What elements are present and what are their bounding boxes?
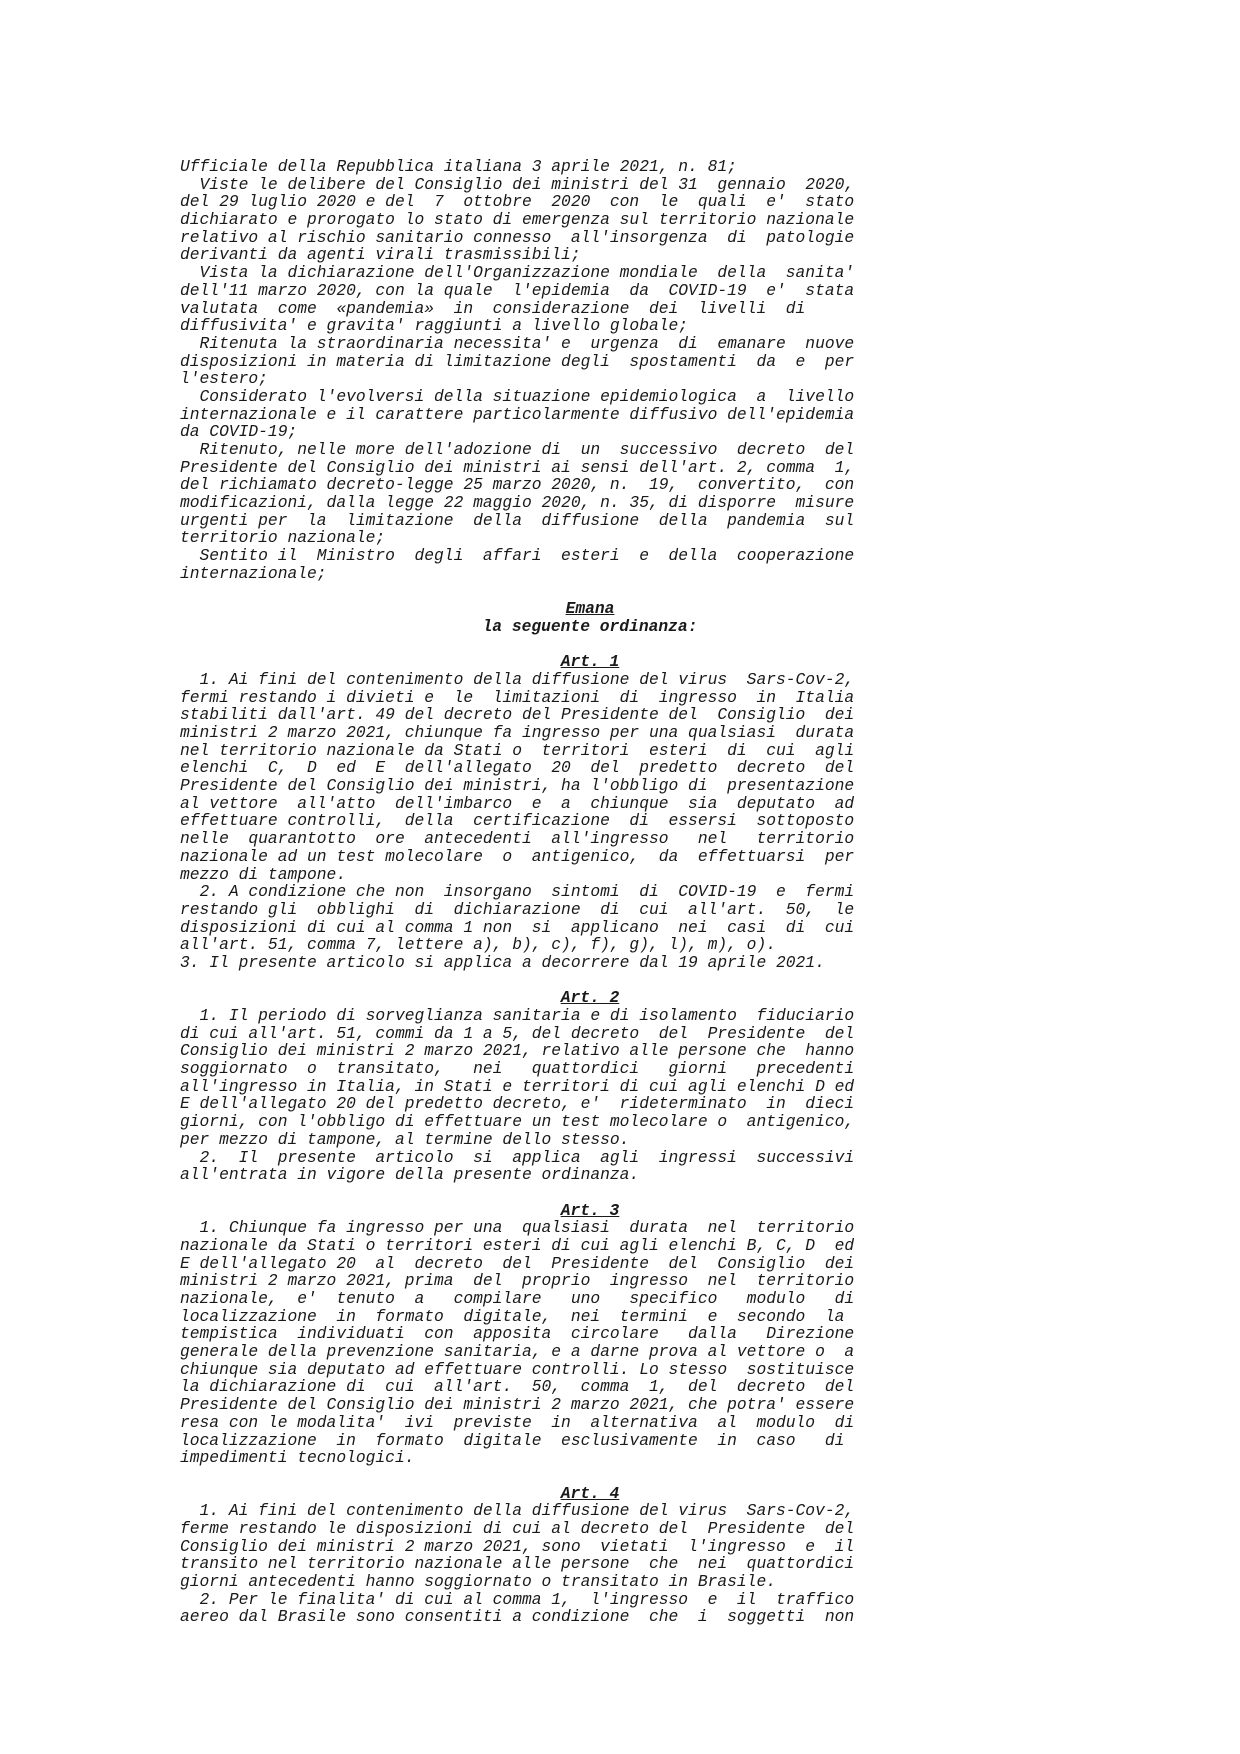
- article-line: fermi restando i divieti e le limitazioni di ingresso in Italia: [180, 687, 855, 707]
- article-title: Art. 3: [560, 1200, 620, 1220]
- document-page: [180, 158, 1000, 1626]
- preamble-line: territorio nazionale;: [180, 528, 386, 548]
- article-line: impedimenti tecnologici.: [180, 1448, 415, 1468]
- spacer: [180, 1184, 1000, 1202]
- article-line: Presidente del Consiglio dei ministri 2 marzo 2021, che potra' essere: [180, 1395, 855, 1415]
- preamble-line: internazionale e il carattere particolarmente diffusivo dell'epidemia: [180, 404, 855, 424]
- article-line: all'ingresso in Italia, in Stati e territori di cui agli elenchi D ed: [180, 1076, 855, 1096]
- preamble-line: Considerato l'evolversi della situazione epidemiologica a livello: [180, 386, 855, 406]
- article-line: generale della prevenzione sanitaria, e a darne prova al vettore o a: [180, 1342, 855, 1362]
- article-line: 1. Il periodo di sorveglianza sanitaria e di isolamento fiduciario: [180, 1006, 855, 1025]
- preamble-line: Presidente del Consiglio dei ministri ai sensi dell'art. 2, comma 1,: [180, 457, 855, 477]
- preamble-line: dichiarato e prorogato lo stato di emergenza sul territorio nazionale: [180, 210, 855, 230]
- preamble-line: disposizioni in materia di limitazione degli spostamenti da e per: [180, 351, 855, 371]
- article-line: all'entrata in vigore della presente ordinanza.: [180, 1165, 640, 1185]
- article-section: [180, 636, 1000, 972]
- preamble: [180, 158, 1000, 583]
- article-line: 1. Ai fini del contenimento della diffusione del virus Sars-Cov-2,: [180, 669, 855, 689]
- preamble-line: dell'11 marzo 2020, con la quale l'epidemia da COVID-19 e' stata: [180, 280, 855, 300]
- article-line: al vettore all'atto dell'imbarco e a chiunque sia deputato ad: [180, 793, 855, 813]
- article-line: 2. A condizione che non insorgano sintomi di COVID-19 e fermi: [180, 882, 855, 902]
- article-line: disposizioni di cui al comma 1 non si applicano nei casi di cui: [180, 917, 855, 937]
- article-line: 2. Il presente articolo si applica agli ingressi successivi: [180, 1147, 855, 1167]
- preamble-line: del richiamato decreto-legge 25 marzo 2020, n. 19, convertito, con: [180, 475, 855, 495]
- article-line: E dell'allegato 20 del predetto decreto, e' rideterminato in dieci: [180, 1094, 855, 1114]
- preamble-line: internazionale;: [180, 563, 327, 583]
- article-line: chiunque sia deputato ad effettuare controlli. Lo stesso sostituisce: [180, 1359, 855, 1379]
- article-line: tempistica individuati con apposita circolare dalla Direzione: [180, 1324, 855, 1344]
- article-section: [180, 1467, 1000, 1626]
- article-line: 2. Per le finalita' di cui al comma 1, l'ingresso e il traffico: [180, 1589, 855, 1609]
- article-line: nelle quarantotto ore antecedenti all'ingresso nel territorio: [180, 829, 855, 849]
- preamble-line: Ritenuta la straordinaria necessita' e urgenza di emanare nuove: [180, 333, 855, 353]
- article-line: la dichiarazione di cui all'art. 50, comma 1, del decreto del: [180, 1377, 855, 1397]
- preamble-line: Ufficiale della Repubblica italiana 3 aprile 2021, n. 81;: [180, 157, 737, 176]
- preamble-line: diffusivita' e gravita' raggiunti a livello globale;: [180, 316, 689, 336]
- article-title: Art. 2: [560, 988, 620, 1008]
- article-line: Consiglio dei ministri 2 marzo 2021, relativo alle persone che hanno: [180, 1041, 855, 1061]
- preamble-line: l'estero;: [180, 369, 268, 389]
- article-line: nazionale, e' tenuto a compilare uno specifico modulo di: [180, 1289, 855, 1308]
- article-line: transito nel territorio nazionale alle persone che nei quattordici: [180, 1554, 855, 1574]
- preamble-line: valutata come «pandemia» in considerazione dei livelli di: [180, 298, 806, 318]
- spacer: [180, 972, 1000, 990]
- article-line: Consiglio dei ministri 2 marzo 2021, sono vietati l'ingresso e il: [180, 1536, 855, 1556]
- article-line: Presidente del Consiglio dei ministri, ha l'obbligo di presentazione: [180, 776, 855, 796]
- preamble-line: Ritenuto, nelle more dell'adozione di un successivo decreto del: [180, 440, 855, 459]
- article-line: 3. Il presente articolo si applica a decorrere dal 19 aprile 2021.: [180, 952, 825, 972]
- article-line: nazionale da Stati o territori esteri di cui agli elenchi B, C, D ed: [180, 1235, 855, 1255]
- preamble-line: modificazioni, dalla legge 22 maggio 2020, n. 35, di disporre misure: [180, 493, 855, 513]
- article-line: soggiornato o transitato, nei quattordici giorni precedenti: [180, 1059, 855, 1079]
- article-title: Art. 1: [560, 652, 620, 672]
- article-section: [180, 972, 1000, 1184]
- article-line: giorni antecedenti hanno soggiornato o transitato in Brasile.: [180, 1572, 776, 1591]
- emana-subtitle: la seguente ordinanza:: [482, 616, 698, 636]
- article-line: per mezzo di tampone, al termine dello stesso.: [180, 1129, 630, 1149]
- emana-title: Emana: [565, 599, 615, 619]
- article-line: nazionale ad un test molecolare o antigenico, da effettuarsi per: [180, 846, 855, 866]
- preamble-line: Viste le delibere del Consiglio dei ministri del 31 gennaio 2020,: [180, 174, 855, 194]
- articles: [180, 636, 1000, 1627]
- spacer: [180, 636, 1000, 654]
- article-line: E dell'allegato 20 al decreto del Presidente del Consiglio dei: [180, 1253, 855, 1273]
- spacer: [180, 583, 1000, 601]
- preamble-line: urgenti per la limitazione della diffusione della pandemia sul: [180, 510, 855, 530]
- spacer: [180, 1467, 1000, 1485]
- article-line: ministri 2 marzo 2021, prima del proprio ingresso nel territorio: [180, 1271, 855, 1291]
- article-line: 1. Ai fini del contenimento della diffusione del virus Sars-Cov-2,: [180, 1501, 855, 1521]
- article-line: effettuare controlli, della certificazione di essersi sottoposto: [180, 811, 855, 831]
- preamble-line: derivanti da agenti virali trasmissibili;: [180, 245, 581, 265]
- article-line: giorni, con l'obbligo di effettuare un test molecolare o antigenico,: [180, 1112, 855, 1132]
- article-line: all'art. 51, comma 7, lettere a), b), c), f), g), l), m), o).: [180, 935, 776, 955]
- preamble-line: del 29 luglio 2020 e del 7 ottobre 2020 con le quali e' stato: [180, 192, 855, 212]
- preamble-line: Vista la dichiarazione dell'Organizzazione mondiale della sanita': [180, 263, 855, 283]
- preamble-line: relativo al rischio sanitario connesso all'insorgenza di patologie: [180, 227, 855, 247]
- article-title: Art. 4: [560, 1483, 620, 1503]
- article-line: resa con le modalita' ivi previste in alternativa al modulo di: [180, 1412, 855, 1432]
- preamble-line: Sentito il Ministro degli affari esteri e della cooperazione: [180, 546, 855, 566]
- article-section: [180, 1184, 1000, 1467]
- article-line: localizzazione in formato digitale esclusivamente in caso di: [180, 1430, 845, 1450]
- article-line: 1. Chiunque fa ingresso per una qualsiasi durata nel territorio: [180, 1218, 855, 1238]
- article-line: ferme restando le disposizioni di cui al decreto del Presidente del: [180, 1518, 855, 1538]
- article-line: elenchi C, D ed E dell'allegato 20 del predetto decreto del: [180, 758, 855, 778]
- article-line: di cui all'art. 51, commi da 1 a 5, del decreto del Presidente del: [180, 1023, 855, 1043]
- article-line: restando gli obblighi di dichiarazione di cui all'art. 50, le: [180, 899, 855, 919]
- article-line: stabiliti dall'art. 49 del decreto del Presidente del Consiglio dei: [180, 705, 855, 725]
- article-line: ministri 2 marzo 2021, chiunque fa ingresso per una qualsiasi durata: [180, 723, 855, 742]
- article-line: localizzazione in formato digitale, nei termini e secondo la: [180, 1306, 845, 1326]
- article-line: mezzo di tampone.: [180, 864, 347, 884]
- preamble-line: da COVID-19;: [180, 422, 298, 442]
- article-line: aereo dal Brasile sono consentiti a condizione che i soggetti non: [180, 1607, 855, 1627]
- article-line: nel territorio nazionale da Stati o territori esteri di cui agli: [180, 740, 855, 760]
